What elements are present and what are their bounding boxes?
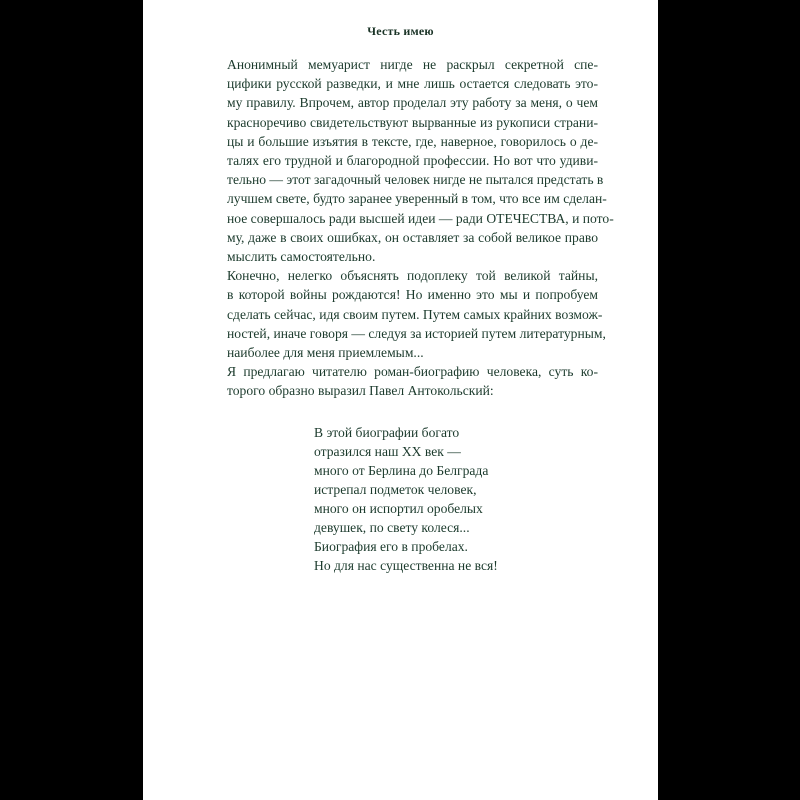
poem-line: отразился наш XX век — bbox=[314, 443, 461, 459]
poem-quote bbox=[314, 423, 598, 575]
text-line: сделать сейчас, идя своим путем. Путем самых крайних возмож- bbox=[227, 306, 603, 322]
text-line: ное совершалось ради высшей идеи — ради ОТЕЧЕСТВА, и пото- bbox=[227, 210, 614, 226]
text-line: мыслить самостоятельно. bbox=[227, 249, 376, 265]
text-line: цы и большие изъятия в тексте, где, наверное, говорилось о де- bbox=[227, 133, 598, 149]
poem-line: В этой биографии богато bbox=[314, 424, 460, 440]
text-line: тельно — этот загадочный человек нигде не пытался предстать в bbox=[227, 172, 604, 188]
text-line: торого образно выразил Павел Антокольский: bbox=[227, 383, 494, 399]
body-text bbox=[203, 55, 614, 401]
text-line: талях его трудной и благородной профессии. Но вот что удиви- bbox=[227, 153, 598, 169]
book-page bbox=[143, 0, 658, 800]
text-line: цифики русской разведки, и мне лишь остается следовать это- bbox=[227, 76, 598, 92]
text-line: Конечно, нелегко объяснять подоплеку той великой тайны, bbox=[227, 268, 598, 284]
paragraph-1 bbox=[203, 55, 614, 266]
poem-line: Биография его в пробелах. bbox=[314, 538, 468, 554]
text-line: в которой войны рождаются! Но именно это мы и попробуем bbox=[227, 287, 598, 303]
text-line: красноречиво свидетельствуют вырванные из рукописи страни- bbox=[227, 114, 598, 130]
poem-line: девушек, по свету колеся... bbox=[314, 519, 470, 535]
poem-line: много он испортил оробелых bbox=[314, 500, 483, 516]
text-line: Я предлагаю читателю роман-биографию человека, суть ко- bbox=[227, 364, 598, 380]
text-line: Анонимный мемуарист нигде не раскрыл секретной спе- bbox=[227, 57, 598, 72]
poem-line: Но для нас существенна не вся! bbox=[314, 557, 498, 573]
text-line: му, даже в своих ошибках, он оставляет за собой великое право bbox=[227, 229, 598, 245]
poem-line: много от Берлина до Белграда bbox=[314, 462, 489, 478]
paragraph-2 bbox=[203, 266, 606, 362]
poem-line: истрепал подметок человек, bbox=[314, 481, 477, 497]
text-line: наиболее для меня приемлемым... bbox=[227, 345, 424, 361]
text-line: му правилу. Впрочем, автор проделал эту работу за меня, о чем bbox=[227, 95, 598, 111]
text-line: лучшем свете, будто заранее уверенный в том, что все им сделан- bbox=[227, 191, 607, 207]
running-head: Честь имею bbox=[367, 24, 434, 38]
paragraph-3 bbox=[203, 362, 598, 400]
text-line: ностей, иначе говоря — следуя за историей путем литературным, bbox=[227, 325, 606, 341]
